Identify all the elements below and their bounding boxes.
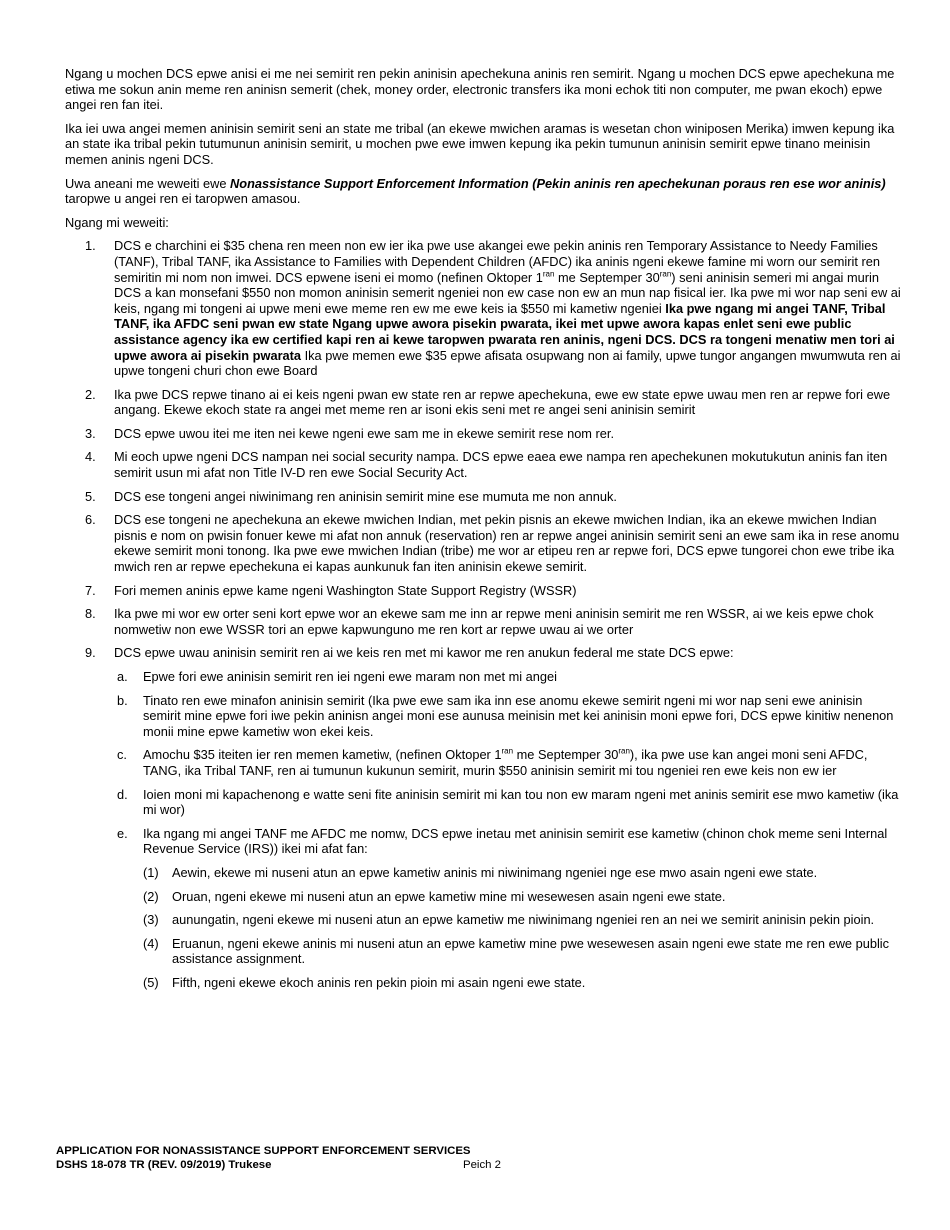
footer-form-title: APPLICATION FOR NONASSISTANCE SUPPORT ENFORCEMENT SERVICES [56, 1145, 471, 1157]
item-text: Amochu $35 iteiten ier ren memen kametiw, (nefinen Oktoper 1 [143, 747, 502, 763]
superscript: ran [542, 269, 555, 279]
footer-form-number: DSHS 18-078 TR (REV. 09/2019) Trukese [56, 1159, 272, 1171]
priority-number: (4) [143, 935, 159, 951]
priority-number: (2) [143, 888, 159, 904]
document-body [65, 66, 901, 999]
sub-item-d [114, 787, 901, 818]
priority-item-5 [143, 975, 901, 991]
list-number: 4. [85, 449, 96, 465]
list-item-7 [65, 583, 901, 599]
item-text: DCS ese tongeni ne apechekuna an ekewe mwichen Indian, met pekin pisnis an ekewe mwichen Indian, ika an ekewe mwichen Indian pisnis e nom on pwisin fonuer kewe mi afat non annuk (reservation) ren ar repwe angei aninisin semirit seni an ewe sam ika in rese anomu ekewe semirit moni tonong. Ika pwe ewe mwichen Indian (tribe) me wor ar etipeu ren ar repwe fori, DCS epwe tungorei chon ewe tribe ika mwich ren ar repwe epechekuna ei kapas aunkunuk fan iten aninisin ekewe semirit. [114, 512, 900, 575]
item-text: Ika pwe mi wor ew orter seni kort epwe wor an ekewe sam me inn ar repwe meni aninisin semirit me ren WSSR, ai we keis epwe chok nomwetiw non ewe WSSR tori an epwe kapwunguno me ren kort ar repwe uwau ai we orter [114, 606, 874, 637]
sub-item-c [114, 747, 901, 778]
priority-order-list [143, 865, 901, 991]
page-footer [56, 1144, 616, 1172]
sub-item-letter: b. [117, 692, 128, 708]
item-text: Oruan, ngeni ekewe mi nuseni atun an epwe kametiw mine mi wesewesen asain ngeni ewe state. [172, 888, 726, 904]
paragraph-dcs-request: Ngang u mochen DCS epwe anisi ei me nei semirit ren pekin aninisin apechekuna aninis ren semirit. Ngang u mochen DCS epwe apechekuna me etiwa me sokun anin meme ren aninisn semerit (chek, money order, electronic transfers ika moni echok titi non computer, me pwan ekoch) epwe angei ren fan itei. [65, 66, 895, 113]
item-text: ), ika pwe use kan angei moni seni AFDC, TANG, ika Tribal TANF, ren ai tumunun kukunun semirit, murin $550 aninisin semirit mi tou ngeniei ren ewe keis non ew ier [143, 747, 868, 778]
understanding-list [65, 238, 901, 990]
footer-title-row [56, 1144, 616, 1158]
list-item-2 [65, 387, 901, 418]
sub-item-e [114, 826, 901, 991]
sub-item-letter: e. [117, 825, 128, 841]
item-text: aunungatin, ngeni ekewe mi nuseni atun an epwe kametiw me niwinimang ngeniei ren an nei we semirit aninisin pekin pioin. [172, 912, 875, 928]
priority-number: (1) [143, 864, 159, 880]
paragraph-understand-intro: Ngang mi weweiti: [65, 214, 169, 230]
priority-item-4 [143, 936, 901, 967]
item-text: Aewin, ekewe mi nuseni atun an epwe kametiw aninis mi niwinimang ngeniei nge ese mwo asain ngeni ewe state. [172, 864, 818, 880]
list-number: 6. [85, 512, 96, 528]
distribution-rules-list [114, 669, 901, 991]
list-number: 8. [85, 606, 96, 622]
item-text: Ioien moni mi kapachenong e watte seni fite aninisin semirit mi kan tou non ew maram ngeni met aninis semirit ese mwo kametiw (ika mi wor) [143, 786, 899, 818]
item-text: Fifth, ngeni ekewe ekoch aninis ren pekin pioin mi asain ngeni ewe state. [172, 974, 586, 990]
list-number: 1. [85, 238, 96, 254]
item-text: Ika pwe DCS repwe tinano ai ei keis ngeni pwan ew state ren ar repwe apechekuna, ewe ew state epwe uwau men ren ar repwe fori ewe angang. Ekewe ekoch state ra angei met meme ren ar isoni ekis seni met re angei seni aninisin semirit [114, 386, 891, 418]
priority-item-2 [143, 889, 901, 905]
item-text: Fori memen aninis epwe kame ngeni Washington State Support Registry (WSSR) [114, 582, 577, 598]
list-item-1 [65, 238, 901, 378]
list-number: 7. [85, 582, 96, 598]
item-text: Mi eoch upwe ngeni DCS nampan nei social security nampa. DCS epwe eaea ewe nampa ren apechekunen mokutukutun aninis fan iten semirit usun mi afat non Title IV-D ren ewe Social Security Act. [114, 449, 888, 481]
list-item-9 [65, 645, 901, 990]
item-text: me Septemper 30 [513, 747, 619, 763]
sub-item-letter: d. [117, 786, 128, 802]
priority-item-1 [143, 865, 901, 881]
list-number: 2. [85, 386, 96, 402]
item-text: Epwe fori ewe aninisin semirit ren iei ngeni ewe maram non met mi angei [143, 669, 557, 684]
priority-item-3 [143, 912, 901, 928]
superscript: ran [618, 747, 630, 757]
superscript: ran [659, 269, 672, 279]
list-item-6 [65, 512, 901, 574]
item-text: DCS e charchini ei $35 chena ren meen non ew ier ika pwe use akangei ewe pekin aninis ren Temporary Assistance to Needy Families (TANF), Tribal TANF, ika Assistance to Families with Dependent Children (AFDC) ika aninis ngeni ekewe famine mi worn our semirit ren semiritin mi nom non imwei. DCS epwene iseni ei momo (nefinen Oktoper 1 [114, 238, 880, 285]
item-text: Ika ngang mi angei TANF me AFDC me nomw, DCS epwe inetau met aninisin semirit ese kametiw (chinon chok meme seni Internal Revenue Service (IRS)) ikei mi afat fan: [143, 825, 888, 857]
priority-number: (5) [143, 974, 159, 990]
sub-item-a [114, 669, 901, 685]
list-number: 9. [85, 645, 96, 661]
paragraph-state-tribal: Ika iei uwa angei memen aninisin semirit seni an state me tribal (an ekewe mwichen aramas is wesetan chon winiposen Merika) imwen kepung ika an state ika tribal pekin tutumunun aninisin semirit, u mochen pwe ewe imwen kepung ika pekin tumunun aninisin semirit epwe tinano meinisin memen aninis ngeni DCS. [65, 120, 895, 167]
list-item-4 [65, 449, 901, 480]
priority-number: (3) [143, 912, 159, 928]
page-number: Peich 2 [463, 1159, 501, 1171]
item-text: Eruanun, ngeni ekewe aninis mi nuseni atun an epwe kametiw mine pwe wesewesen asain ngeni ewe state me ren ewe public assistance assignment. [172, 935, 890, 967]
item-text: Tinato ren ewe minafon aninisin semirit (Ika pwe ewe sam ika inn ese anomu ekewe semirit ngeni mi wor nap seni ewe aninisin semirit mine epwe fori iwe pekin aninisn angei moni ese aunusa meinisin met kei aninisin moni epwe fori, DCS epwe kinitiw nenenon monii mine epwe kametiw won ekei keis. [143, 692, 894, 739]
item-bold-text: Ika pwe ngang mi angei TANF, Tribal TANF, ika AFDC seni pwan ew state Ngang upwe awora pisekin pwarata, ikei met upwe awora kapas enlet seni ewe public assistance agency ika ew certified kapi ren ai kewe taropwen pwarata ren aninis, ngeni DCS. DCS ra tongeni menatiw men tori ai upwe awora ai pisekin pwarata [114, 300, 895, 363]
paragraph-read-understand [65, 176, 901, 207]
item-text: DCS ese tongeni angei niwinimang ren aninisin semirit mine ese mumuta me non annuk. [114, 488, 617, 504]
item-text: DCS epwe uwou itei me iten nei kewe ngeni ewe sam me in ekewe semirit rese nom rer. [114, 425, 615, 441]
list-number: 3. [85, 425, 96, 441]
list-item-8 [65, 606, 901, 637]
sub-item-b [114, 693, 901, 740]
list-item-5 [65, 489, 901, 505]
paragraph-text: taropwe u angei ren ei taropwen amasou. [65, 191, 301, 207]
item-text: ) seni aninisin semeri mi angai murin DCS a kan monsefani $550 non momon aninisin semerit ngeniei non ew case non ew an mun nap fisical ier. Ika pwe mi wor nap seni ew ai keis, ngang mi tongeni ai upwe meni ewe meme ren ew me ewe keis ia $550 mi kametiw ngeniei [114, 269, 901, 316]
footer-form-row [56, 1158, 616, 1172]
list-item-3 [65, 426, 901, 442]
sub-item-letter: c. [117, 747, 127, 763]
sub-item-letter: a. [117, 669, 128, 684]
paragraph-text: Uwa aneani me weweiti ewe [65, 175, 231, 191]
list-number: 5. [85, 488, 96, 504]
form-title-reference: Nonassistance Support Enforcement Information (Pekin aninis ren apechekunan poraus ren ese wor aninis) [230, 175, 886, 191]
superscript: ran [501, 747, 514, 757]
item-text: me Septemper 30 [554, 269, 660, 285]
item-text: Ika pwe memen ewe $35 epwe afisata osupwang non ai family, upwe tungor angangen mwumwuta ren ai upwe tongeni churi chon ewe Board [114, 347, 901, 379]
item-text: DCS epwe uwau aninisin semirit ren ai we keis ren met mi kawor me ren anukun federal me state DCS epwe: [114, 645, 734, 661]
